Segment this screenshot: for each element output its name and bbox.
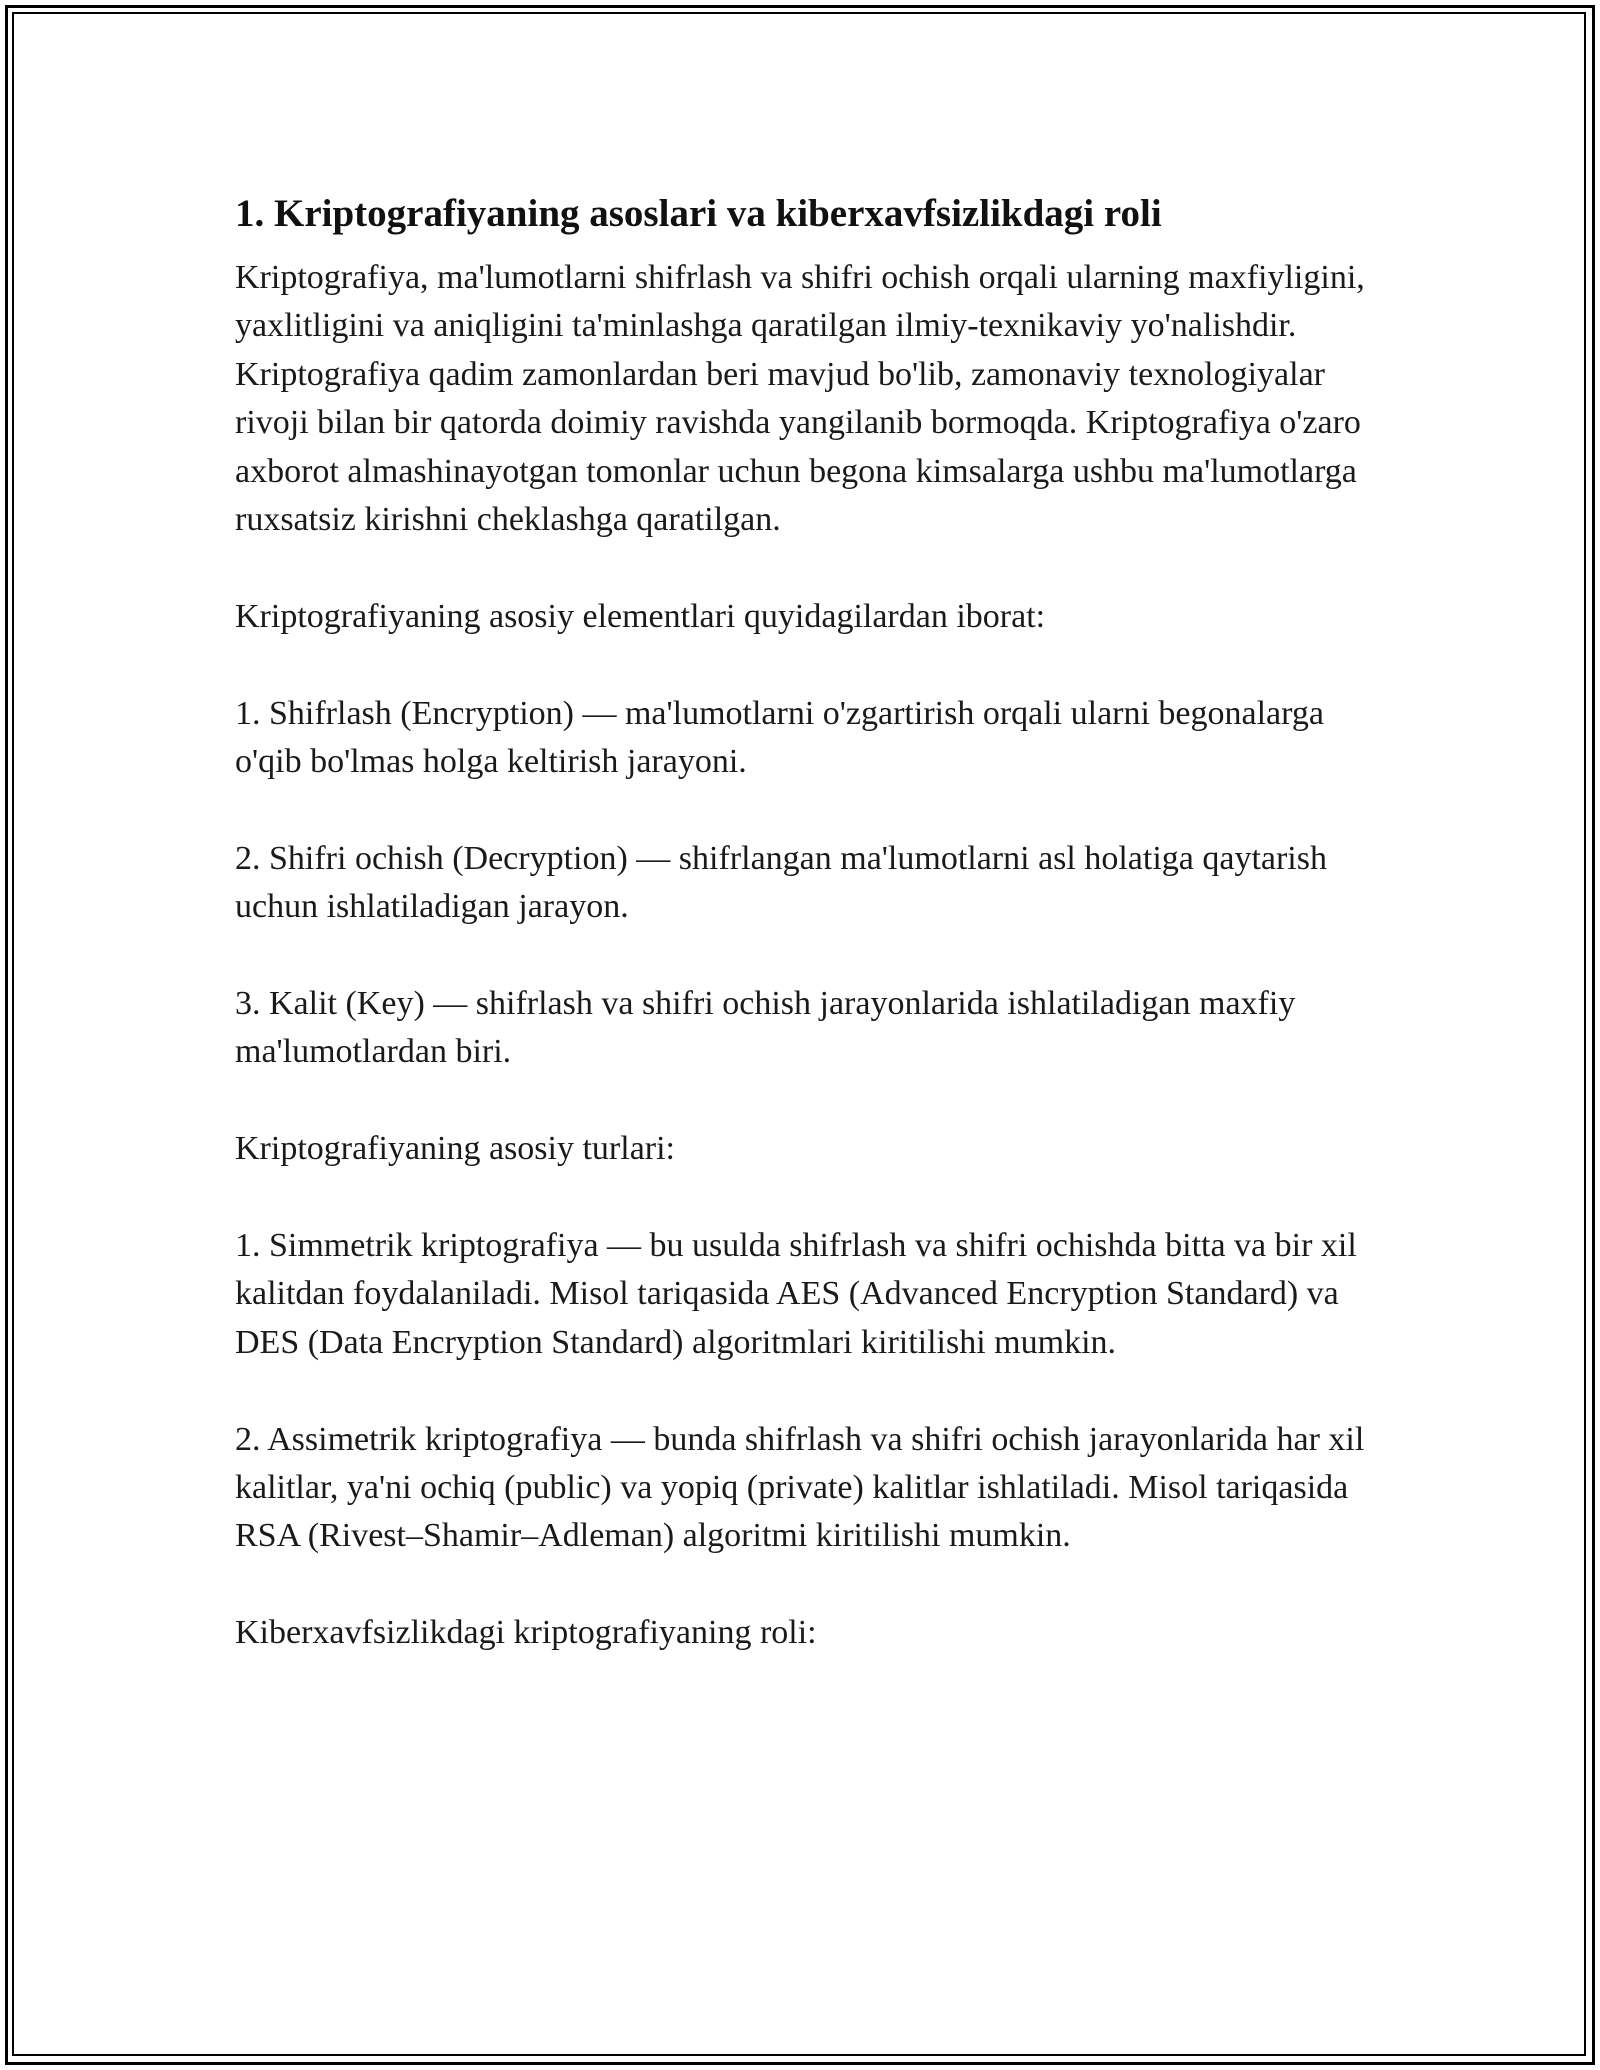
list-item-encryption: 1. Shifrlash (Encryption) — ma'lumotlarni o'zgartirish orqali ularni begonalarga o'qib bo'lmas holga keltirish jarayoni. bbox=[235, 694, 1324, 781]
list-item-symmetric: 1. Simmetrik kriptografiya — bu usulda shifrlash va shifri ochishda bitta va bir xil kalitdan foydalaniladi. Misol tariqasida AES (Advanced Encryption Standard) va DES (Data Encryption Standard) algoritmlari kiritilishi mumkin. bbox=[235, 1227, 1357, 1361]
role-intro: Kiberxavfsizlikdagi kriptografiyaning roli: bbox=[235, 1614, 817, 1652]
list-item-decryption: 2. Shifri ochish (Decryption) — shifrlangan ma'lumotlarni asl holatiga qaytarish uchun ishlatiladigan jarayon. bbox=[235, 839, 1327, 926]
intro-paragraph: Kriptografiya, ma'lumotlarni shifrlash va shifri ochish orqali ularning maxfiyligini, yaxlitligini va aniqligini ta'minlashga qaratilgan ilmiy-texnikaviy yo'nalishdir. Kriptografiya qadim zamonlardan beri mavjud bo'lib, zamonaviy texnologiyalar rivoji bilan bir qatorda doimiy ravishda yangilanib bormoqda. Kriptografiya o'zaro axborot almashinayotgan tomonlar uchun begona kimsalarga ushbu ma'lumotlarga ruxsatsiz kirishni cheklashga qaratilgan. bbox=[235, 259, 1365, 539]
section-heading: 1. Kriptografiyaning asoslari va kiberxavfsizlikdagi roli bbox=[235, 192, 1162, 235]
elements-intro: Kriptografiyaning asosiy elementlari quyidagilardan iborat: bbox=[235, 597, 1046, 635]
list-item-asymmetric: 2. Assimetrik kriptografiya — bunda shifrlash va shifri ochish jarayonlarida har xil kalitlar, ya'ni ochiq (public) va yopiq (private) kalitlar ishlatiladi. Misol tariqasida RSA (Rivest–Shamir–Adleman) algoritmi kiritilishi mumkin. bbox=[235, 1420, 1365, 1555]
types-intro: Kriptografiyaning asosiy turlari: bbox=[235, 1130, 676, 1168]
list-item-key: 3. Kalit (Key) — shifrlash va shifri ochish jarayonlarida ishlatiladigan maxfiy ma'lumotlardan biri. bbox=[235, 985, 1296, 1071]
document-body bbox=[235, 188, 1365, 1706]
